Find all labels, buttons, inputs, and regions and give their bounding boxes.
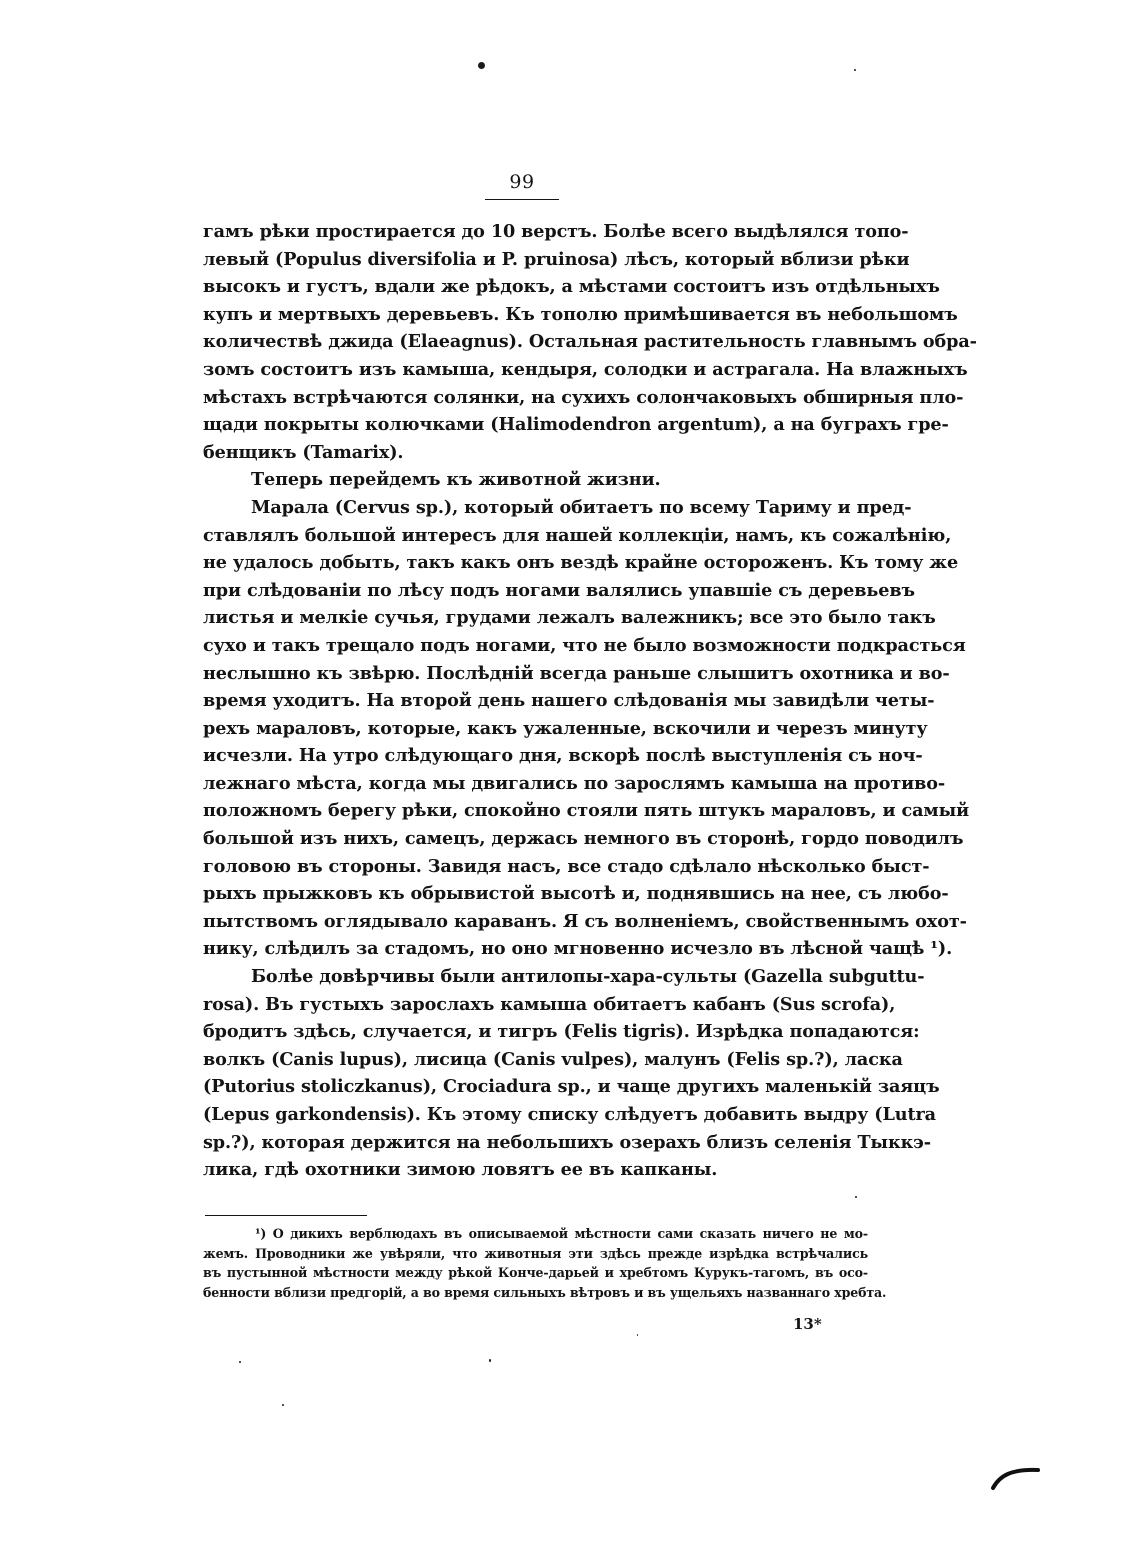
scan-speck bbox=[637, 1334, 638, 1336]
body-line: левый (Populus diversifolia и P. pruinosa) лѣсъ, который вблизи рѣки bbox=[203, 248, 910, 270]
body-line: бенщикъ (Tamarix). bbox=[203, 441, 404, 463]
body-line: ставлялъ большой интересъ для нашей коллекціи, намъ, къ сожалѣнію, bbox=[203, 524, 952, 546]
body-line: сухо и такъ трещало подъ ногами, что не было возможности подкрасться bbox=[203, 634, 966, 656]
body-line: не удалось добыть, такъ какъ онъ вездѣ крайне остороженъ. Къ тому же bbox=[203, 552, 959, 574]
body-line: sp.?), которая держится на небольшихъ озерахъ близъ селенія Тыккэ- bbox=[203, 1131, 931, 1153]
footnote-rule bbox=[205, 1215, 367, 1216]
body-line: лежнаго мѣста, когда мы двигались по зарослямъ камыша на противо- bbox=[203, 772, 946, 794]
body-line: (Putorius stoliczkanus), Crociadura sp., и чаще другихъ маленькій заяцъ bbox=[203, 1076, 940, 1098]
body-line: высокъ и густъ, вдали же рѣдокъ, а мѣстами состоитъ изъ отдѣльныхъ bbox=[203, 276, 940, 298]
body-line: бродитъ здѣсь, случается, и тигръ (Felis tigris). Изрѣдка попадаются: bbox=[203, 1021, 920, 1043]
scan-speck bbox=[854, 69, 856, 71]
body-line: количествѣ джида (Elaeagnus). Остальная растительность главнымъ обра- bbox=[203, 331, 977, 353]
scan-speck bbox=[855, 1196, 857, 1198]
footnote-line: бенности вблизи предгорій, а во время сильныхъ вѣтровъ и въ ущельяхъ названнаго хребта. bbox=[203, 1284, 887, 1300]
scan-speck bbox=[282, 1404, 284, 1406]
footnote-line: въ пустынной мѣстности между рѣкой Конче-дарьей и хребтомъ Курукъ-тагомъ, въ осо- bbox=[203, 1265, 868, 1280]
body-line: положномъ берегу рѣки, спокойно стояли пять штукъ мараловъ, и самый bbox=[203, 800, 970, 822]
page-number-rule bbox=[485, 199, 559, 200]
footnote bbox=[203, 1224, 887, 1302]
scan-speck bbox=[478, 62, 485, 69]
page-number: 99 bbox=[509, 171, 535, 193]
body-line: гамъ рѣки простирается до 10 верстъ. Болѣе всего выдѣлялся топо- bbox=[203, 221, 909, 242]
body-line: исчезли. На утро слѣдующаго дня, вскорѣ послѣ выступленія съ ноч- bbox=[203, 745, 923, 767]
body-line: рыхъ прыжковъ къ обрывистой высотѣ и, поднявшись на нее, съ любо- bbox=[203, 883, 949, 905]
body-line: неслышно къ звѣрю. Послѣдній всегда раньше слышитъ охотника и во- bbox=[203, 662, 950, 684]
body-line: купъ и мертвыхъ деревьевъ. Къ тополю примѣшивается въ небольшомъ bbox=[203, 303, 958, 325]
scan-mark-icon bbox=[990, 1455, 1046, 1495]
body-line: щади покрыты колючками (Halimodendron argentum), а на буграхъ гре- bbox=[203, 414, 949, 436]
body-text bbox=[203, 218, 977, 1184]
body-line: время уходитъ. На второй день нашего слѣдованія мы завидѣли четы- bbox=[203, 690, 935, 712]
footnote-line: ¹) О дикихъ верблюдахъ въ описываемой мѣстности сами сказать ничего не мо- bbox=[255, 1226, 868, 1241]
paragraph-start-line: Марала (Cervus sp.), который обитаетъ по всему Тариму и пред- bbox=[251, 496, 912, 518]
scan-speck bbox=[489, 1359, 491, 1362]
footnote-line: жемъ. Проводники же увѣряли, что животныя эти здѣсь прежде изрѣдка встрѣчались bbox=[203, 1245, 868, 1261]
paragraph-start-line: Болѣе довѣрчивы были антилопы-хара-сульты (Gazella subguttu- bbox=[251, 966, 925, 988]
body-line: лика, гдѣ охотники зимою ловятъ ее въ капканы. bbox=[203, 1159, 718, 1181]
body-line: при слѣдованіи по лѣсу подъ ногами валялись упавшіе съ деревьевъ bbox=[203, 579, 915, 601]
body-line: нику, слѣдилъ за стадомъ, но оно мгновенно исчезло въ лѣсной чащѣ ¹). bbox=[203, 938, 953, 960]
body-line: зомъ состоитъ изъ камыша, кендыря, солодки и астрагала. На влажныхъ bbox=[203, 358, 968, 380]
body-line: головою въ стороны. Завидя насъ, все стадо сдѣлало нѣсколько быст- bbox=[203, 855, 930, 877]
body-line: (Lepus garkondensis). Къ этому списку слѣдуетъ добавить выдру (Lutra bbox=[203, 1104, 936, 1125]
paragraph-start-line: Теперь перейдемъ къ животной жизни. bbox=[251, 469, 661, 491]
body-line: мѣстахъ встрѣчаются солянки, на сухихъ солончаковыхъ обширныя пло- bbox=[203, 386, 964, 408]
body-line: rosa). Въ густыхъ зарослахъ камыша обитаетъ кабанъ (Sus scrofa), bbox=[203, 993, 896, 1015]
scan-speck bbox=[239, 1361, 241, 1363]
body-line: волкъ (Canis lupus), лисица (Canis vulpes), малунъ (Felis sp.?), ласка bbox=[203, 1048, 903, 1070]
body-line: пытствомъ оглядывало караванъ. Я съ волненіемъ, свойственнымъ охот- bbox=[203, 910, 967, 932]
printer-signature: 13* bbox=[793, 1315, 822, 1333]
body-line: листья и мелкіе сучья, грудами лежалъ валежникъ; все это было такъ bbox=[203, 607, 936, 629]
body-line: большой изъ нихъ, самецъ, держась немного въ сторонѣ, гордо поводилъ bbox=[203, 828, 964, 850]
body-line: рехъ мараловъ, которые, какъ ужаленные, вскочили и черезъ минуту bbox=[203, 717, 928, 739]
